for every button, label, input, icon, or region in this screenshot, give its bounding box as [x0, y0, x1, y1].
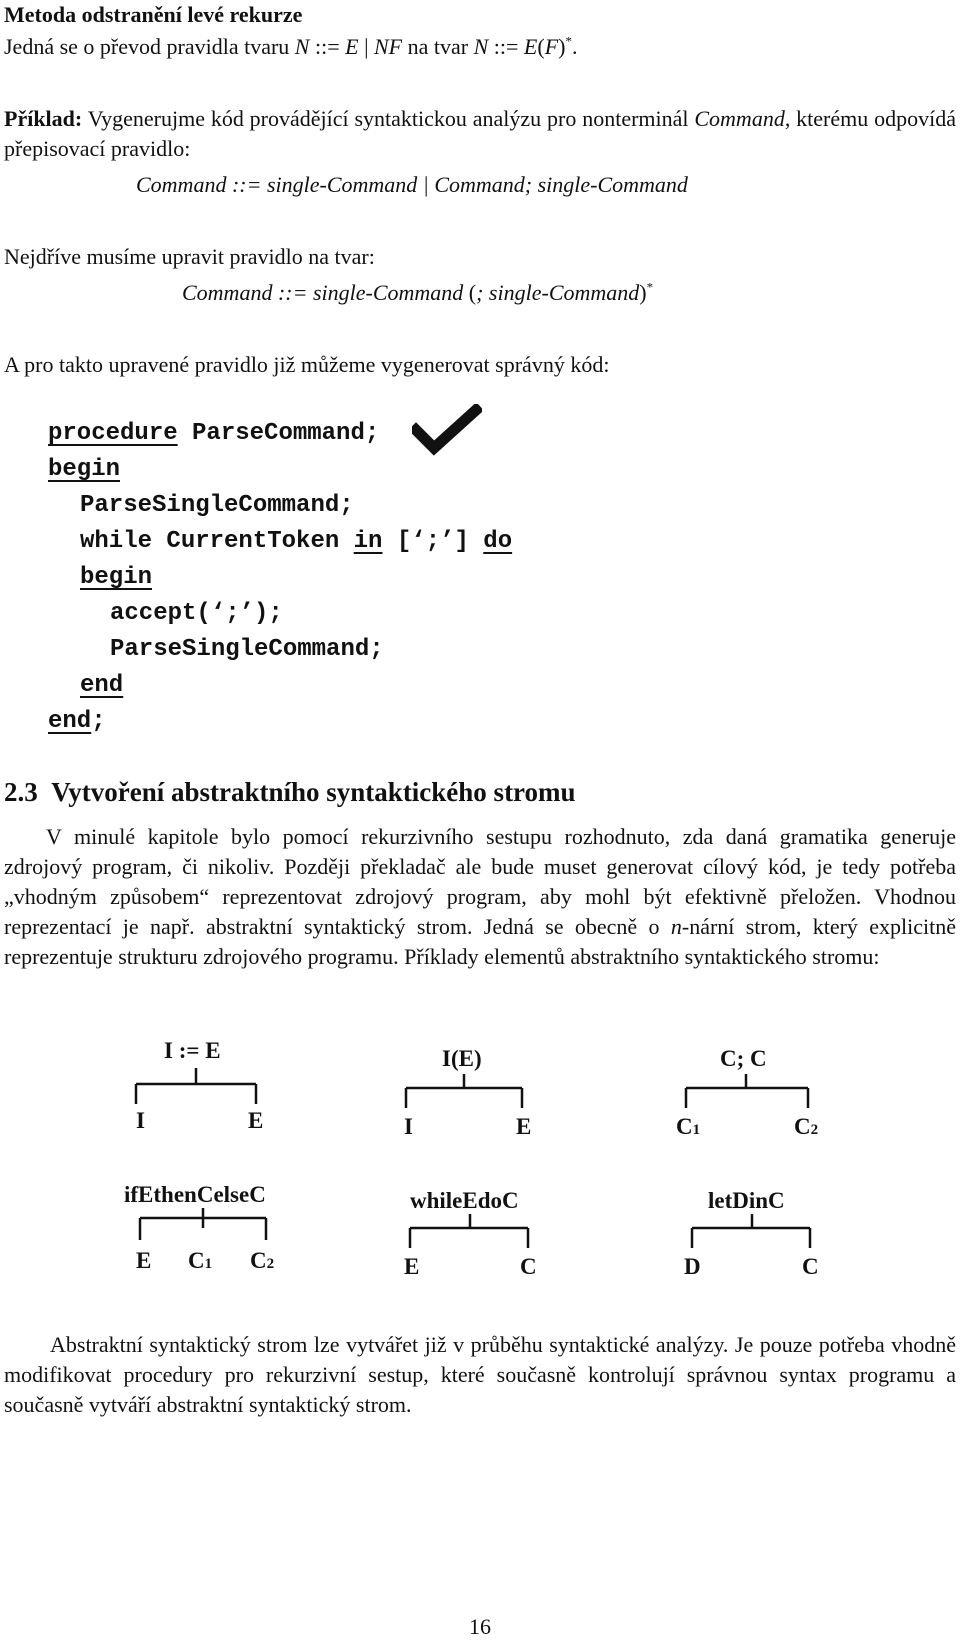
tree2-root: I(E)	[442, 1046, 482, 1071]
tree5-right: C	[520, 1254, 537, 1279]
text: ; single-Command	[476, 280, 640, 305]
text: E	[523, 34, 538, 59]
text: 2	[266, 1256, 275, 1272]
tree2-right: E	[516, 1114, 532, 1139]
text: C	[188, 1248, 205, 1273]
text: (	[463, 280, 477, 305]
generate-text: A pro takto upravené pravidlo již můžeme vygenerovat správný kód:	[4, 352, 610, 377]
grammar-rule: Command ::= single-Command | Command; single-Command	[136, 172, 688, 197]
code-line-6: accept(‘;’);	[110, 600, 283, 627]
text: *	[646, 279, 654, 295]
modify-text: Nejdříve musíme upravit pravidlo na tvar:	[4, 244, 375, 269]
tree3-root: C; C	[720, 1046, 767, 1071]
text: .	[571, 34, 578, 59]
text: Command ::= single-Command	[182, 280, 464, 305]
example-label: Příklad:	[4, 106, 83, 131]
code-line-3: ParseSingleCommand;	[80, 492, 354, 519]
tree6-right: C	[802, 1254, 819, 1279]
text: )	[639, 280, 647, 305]
tree3-right	[794, 1114, 818, 1140]
text: C	[250, 1248, 267, 1273]
text: -nární strom, který explicitně reprezentuje strukturu zdrojového programu. Příklady elementů abstraktního syntaktického stromu:	[4, 914, 956, 969]
keyword-do: do	[483, 528, 513, 555]
text: ;	[91, 708, 106, 735]
tree4-child-1: E	[136, 1248, 152, 1273]
tree5-left: E	[404, 1254, 420, 1279]
tree4-child-3	[250, 1248, 274, 1274]
text: 2	[810, 1122, 819, 1138]
tree1-root: I := E	[164, 1038, 221, 1063]
text: 1	[204, 1256, 213, 1272]
keyword-end: end	[48, 708, 92, 735]
text: ::=	[488, 34, 524, 59]
code-line-8: end	[80, 672, 124, 699]
text: na tvar	[402, 34, 474, 59]
tree1-left: I	[136, 1108, 145, 1133]
text: C	[794, 1114, 811, 1139]
text: Vygenerujme kód provádějící syntaktickou analýzu pro nonterminál	[82, 106, 695, 131]
tree6-root: letDinC	[708, 1188, 785, 1213]
text: [‘;’]	[382, 528, 484, 555]
text: |	[358, 34, 374, 59]
text: V minulé kapitole bylo pomocí rekurzivního sestupu rozhodnuto, zda daná gramatika generuje zdrojový program, či nikoliv. Později překladač ale bude muset generovat cílový kód, je tedy potřeba „vhodným způsobem“ reprezentovat zdrojový program, aby mohl být efektivně přeložen. Vhodnou reprezentací je např. abstraktní syntaktický strom. Jedná se obecně o	[4, 824, 956, 939]
text: E	[345, 34, 359, 59]
section-title: Vytvoření abstraktního syntaktického stromu	[51, 777, 576, 807]
code-line-5: begin	[80, 564, 153, 591]
code-line-2: begin	[48, 456, 121, 483]
text: n	[670, 914, 682, 939]
tree1-right: E	[248, 1108, 264, 1133]
tree4-root: ifEthenCelseC	[124, 1182, 266, 1207]
text: C	[676, 1114, 693, 1139]
text: NF	[373, 34, 403, 59]
text: ParseCommand;	[177, 420, 380, 447]
keyword-in: in	[353, 528, 383, 555]
body-paragraph-2: Abstraktní syntaktický strom lze vytvářet již v průběhu syntaktické analýzy. Je pouze potřeba vhodně modifikovat procedury pro rekurzivní sestup, které současně kontrolují správnou syntax programu a současně vytváří abstraktní syntaktický strom.	[4, 1332, 956, 1417]
text: N	[294, 34, 310, 59]
text: F	[544, 34, 559, 59]
section-number: 2.3	[4, 777, 38, 807]
text: , kterému odpovídá přepisovací pravidlo:	[4, 106, 956, 161]
code-line-7: ParseSingleCommand;	[110, 636, 384, 663]
text: )	[558, 34, 566, 59]
text: 1	[692, 1122, 701, 1138]
page-number: 16	[469, 1614, 491, 1639]
text: *	[565, 33, 572, 49]
method-heading: Metoda odstranění levé rekurze	[4, 2, 303, 27]
text: (	[537, 34, 545, 59]
text: while CurrentToken	[80, 528, 354, 555]
tree5-root: whileEdoC	[410, 1188, 519, 1213]
text: N	[473, 34, 489, 59]
tree2-left: I	[404, 1114, 413, 1139]
text: Command	[694, 106, 785, 131]
tree4-child-2	[188, 1248, 212, 1274]
text: ::=	[309, 34, 346, 59]
keyword-procedure: procedure	[48, 420, 178, 447]
tree3-left	[676, 1114, 700, 1140]
tree6-left: D	[684, 1254, 701, 1279]
text: Jedná se o převod pravidla tvaru	[4, 34, 295, 59]
